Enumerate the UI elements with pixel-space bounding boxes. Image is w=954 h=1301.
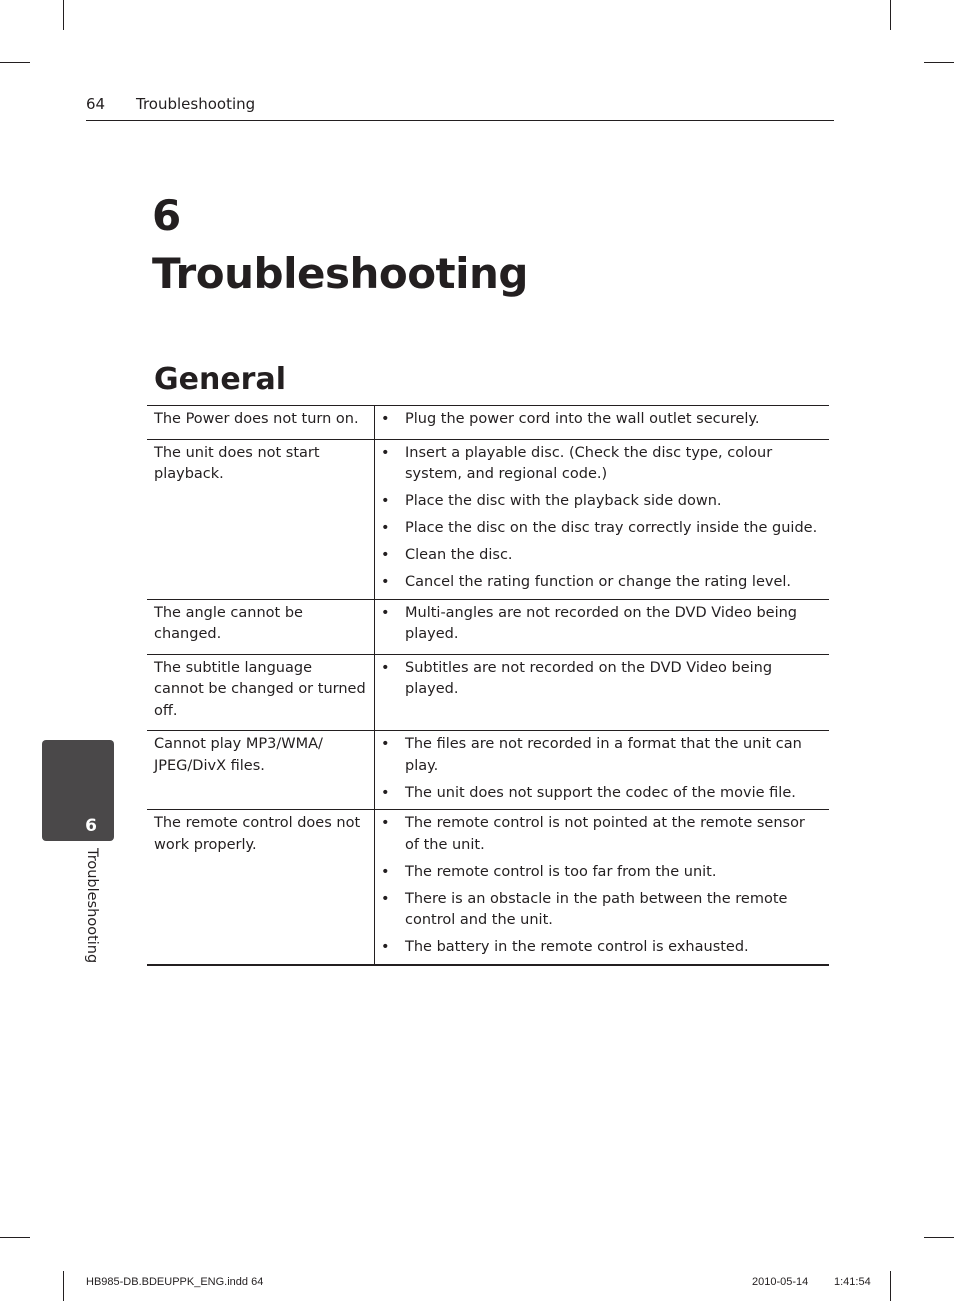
- table-row: [147, 599, 829, 654]
- table-row: [147, 731, 829, 810]
- solution-text: The files are not recorded in a format that the unit can play.: [405, 736, 802, 774]
- problem-cell: The Power does not turn on.: [147, 406, 375, 440]
- running-title: Troubleshooting: [136, 95, 256, 113]
- page-number: 64: [86, 95, 106, 113]
- list-item: [375, 734, 821, 777]
- crop-mark: [63, 0, 64, 30]
- solution-text: Clean the disc.: [405, 547, 513, 563]
- list-item: [375, 658, 821, 701]
- solution-text: Plug the power cord into the wall outlet securely.: [405, 411, 760, 427]
- solutions-cell: [375, 654, 830, 731]
- list-item: [375, 937, 821, 959]
- bullet-icon: •: [381, 604, 390, 621]
- bullet-icon: •: [381, 444, 390, 461]
- solutions-list: [375, 658, 821, 701]
- side-tab: [42, 740, 114, 841]
- solution-text: Place the disc on the disc tray correctly inside the guide.: [405, 520, 818, 536]
- crop-mark: [63, 1271, 64, 1301]
- footer-file: HB985-DB.BDEUPPK_ENG.indd 64: [86, 1276, 264, 1288]
- table-row: [147, 654, 829, 731]
- solutions-list: [375, 603, 821, 646]
- bullet-icon: •: [381, 815, 390, 831]
- bullet-icon: •: [381, 736, 390, 752]
- bullet-icon: •: [381, 890, 390, 907]
- chapter-number: 6: [152, 191, 182, 240]
- solutions-list: [375, 443, 821, 594]
- bullet-icon: •: [381, 520, 390, 536]
- problem-cell: The subtitle language cannot be changed or turned off.: [147, 654, 375, 731]
- footer-time: 1:41:54: [834, 1276, 871, 1288]
- solutions-list: [375, 734, 821, 804]
- solutions-cell: [375, 406, 830, 440]
- list-item: [375, 443, 821, 486]
- bullet-icon: •: [381, 574, 390, 590]
- problem-cell: Cannot play MP3/WMA/ JPEG/DivX files.: [147, 731, 375, 810]
- list-item: [375, 545, 821, 567]
- list-item: [375, 603, 821, 646]
- list-item: [375, 783, 821, 805]
- bullet-icon: •: [381, 784, 390, 801]
- side-tab-number: 6: [85, 816, 97, 836]
- list-item: [375, 409, 821, 431]
- solution-text: Place the disc with the playback side down.: [405, 493, 722, 509]
- problem-cell: The remote control does not work properly.: [147, 810, 375, 965]
- table-row: [147, 810, 829, 965]
- running-header: [86, 94, 834, 121]
- bullet-icon: •: [381, 493, 390, 509]
- list-item: [375, 518, 821, 540]
- solution-text: The remote control is too far from the unit.: [405, 863, 717, 880]
- solution-text: Insert a playable disc. (Check the disc type, colour system, and regional code.): [405, 444, 773, 482]
- crop-mark: [0, 62, 30, 63]
- solutions-list: [375, 409, 821, 431]
- solutions-cell: [375, 731, 830, 810]
- solution-text: There is an obstacle in the path between the remote control and the unit.: [405, 890, 788, 928]
- solutions-cell: [375, 599, 830, 654]
- bullet-icon: •: [381, 659, 390, 676]
- table-row: [147, 406, 829, 440]
- side-tab-label: Troubleshooting: [84, 848, 100, 964]
- list-item: [375, 889, 821, 932]
- crop-mark: [890, 0, 891, 30]
- solution-text: Subtitles are not recorded on the DVD Video being played.: [405, 659, 773, 697]
- list-item: [375, 862, 821, 884]
- section-title: General: [154, 362, 286, 397]
- bullet-icon: •: [381, 411, 390, 427]
- bullet-icon: •: [381, 863, 390, 880]
- solution-text: Multi-angles are not recorded on the DVD Video being played.: [405, 604, 797, 642]
- solution-text: The remote control is not pointed at the remote sensor of the unit.: [405, 815, 805, 853]
- bullet-icon: •: [381, 547, 390, 563]
- list-item: [375, 572, 821, 594]
- troubleshooting-table: [147, 405, 829, 966]
- solutions-cell: [375, 439, 830, 599]
- footer-date: 2010-05-14: [752, 1276, 809, 1288]
- table-body: [147, 406, 829, 965]
- solutions-cell: [375, 810, 830, 965]
- table-row: [147, 439, 829, 599]
- solution-text: The battery in the remote control is exhausted.: [405, 939, 749, 955]
- crop-mark: [890, 1271, 891, 1301]
- solution-text: The unit does not support the codec of the movie file.: [405, 784, 796, 801]
- bullet-icon: •: [381, 939, 390, 955]
- chapter-title: Troubleshooting: [152, 249, 528, 298]
- crop-mark: [924, 1237, 954, 1238]
- problem-cell: The angle cannot be changed.: [147, 599, 375, 654]
- solutions-list: [375, 813, 821, 959]
- crop-mark: [924, 62, 954, 63]
- crop-mark: [0, 1237, 30, 1238]
- list-item: [375, 491, 821, 513]
- solution-text: Cancel the rating function or change the rating level.: [405, 574, 792, 590]
- list-item: [375, 813, 821, 856]
- problem-cell: The unit does not start playback.: [147, 439, 375, 599]
